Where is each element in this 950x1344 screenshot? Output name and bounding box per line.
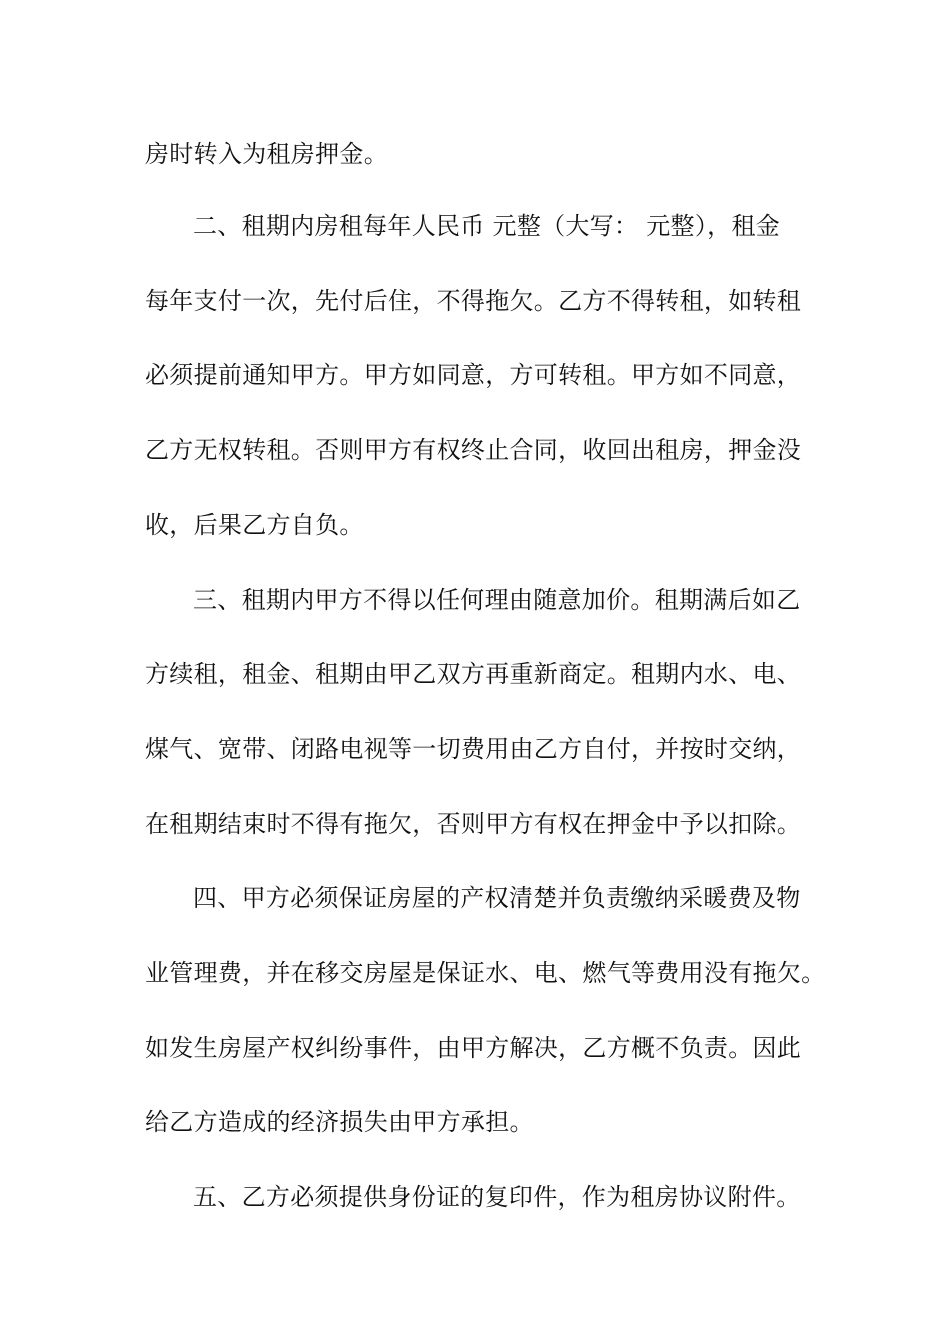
paragraph-4-line-4: 给乙方造成的经济损失由甲方承担。 bbox=[145, 1108, 534, 1136]
paragraph-3-line-4: 在租期结束时不得有拖欠，否则甲方有权在押金中予以扣除。 bbox=[145, 810, 802, 838]
paragraph-2-line-1: 二、租期内房租每年人民币 元整（大写： 元整），租金 bbox=[193, 212, 781, 240]
paragraph-3-line-2: 方续租，租金、租期由甲乙双方再重新商定。租期内水、电、 bbox=[145, 660, 802, 688]
paragraph-5-line-1: 五、乙方必须提供身份证的复印件，作为租房协议附件。 bbox=[193, 1183, 801, 1211]
paragraph-2-line-3: 必须提前通知甲方。甲方如同意，方可转租。甲方如不同意， bbox=[145, 361, 802, 389]
paragraph-3-line-1: 三、租期内甲方不得以任何理由随意加价。租期满后如乙 bbox=[193, 586, 801, 614]
paragraph-1-line-1: 房时转入为租房押金。 bbox=[145, 140, 388, 168]
paragraph-4-line-1: 四、甲方必须保证房屋的产权清楚并负责缴纳采暖费及物 bbox=[193, 884, 801, 912]
paragraph-4-line-2: 业管理费，并在移交房屋是保证水、电、燃气等费用没有拖欠。 bbox=[145, 959, 826, 987]
paragraph-2-line-2: 每年支付一次，先付后住，不得拖欠。乙方不得转租，如转租 bbox=[145, 287, 802, 315]
paragraph-4-line-3: 如发生房屋产权纠纷事件，由甲方解决，乙方概不负责。因此 bbox=[145, 1034, 802, 1062]
paragraph-3-line-3: 煤气、宽带、闭路电视等一切费用由乙方自付，并按时交纳， bbox=[145, 735, 802, 763]
paragraph-2-line-5: 收，后果乙方自负。 bbox=[145, 511, 364, 539]
paragraph-2-line-4: 乙方无权转租。否则甲方有权终止合同，收回出租房，押金没 bbox=[145, 436, 802, 464]
